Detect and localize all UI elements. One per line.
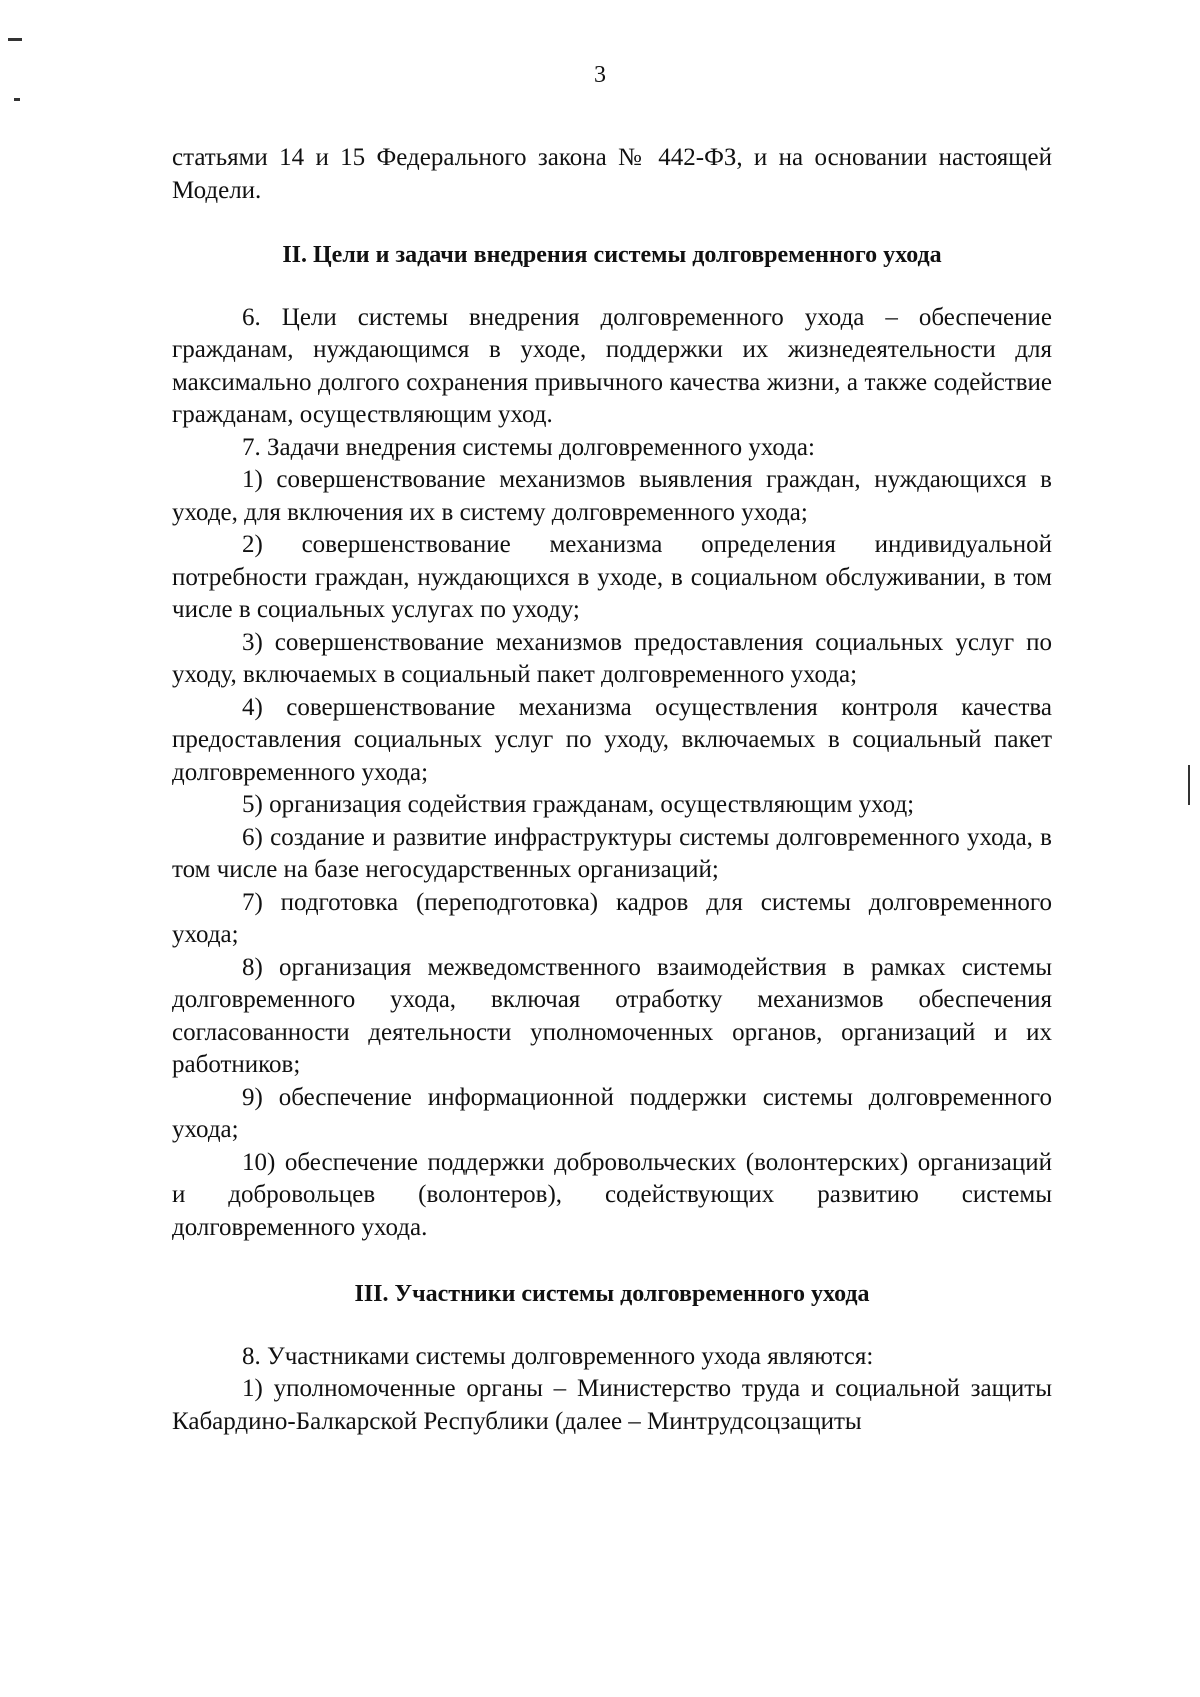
scan-mark-left-top [8,38,22,41]
scan-mark-right-edge [1188,765,1190,805]
task-item-2: 2) совершенствование механизма определения индивидуальной потребности граждан, нуждающихся в уходе, в социальном обслуживании, в том числе в социальных услугах по уходу; [172,531,1052,623]
task-item-10: 10) обеспечение поддержки добровольческих (волонтерских) организаций и добровольцев (волонтеров), содействующих развитию системы долговременного ухода. [172,1148,1052,1241]
task-item-3: 3) совершенствование механизмов предоставления социальных услуг по уходу, включаемых в социальный пакет долговременного ухода; [172,628,1052,688]
intro-paragraph: статьями 14 и 15 Федерального закона № 442-ФЗ, и на основании настоящей Модели. [172,144,1052,204]
task-item-6: 6) создание и развитие инфраструктуры системы долговременного ухода, в том числе на базе негосударственных организаций; [172,823,1052,883]
scan-mark-left-small [14,98,20,101]
section-heading-participants: III. Участники системы долговременного ухода [354,1281,870,1307]
section-heading-goals: II. Цели и задачи внедрения системы долговременного ухода [282,242,942,268]
task-item-4: 4) совершенствование механизма осуществления контроля качества предоставления социальных услуг по уходу, включаемых в социальный пакет долговременного ухода; [172,693,1052,786]
page-number: 3 [594,62,606,88]
task-item-8: 8) организация межведомственного взаимодействия в рамках системы долговременного ухода, включая отработку механизмов обеспечения согласованности деятельности уполномоченных органов, организаций и их работников; [172,953,1052,1078]
task-item-9: 9) обеспечение информационной поддержки системы долговременного ухода; [172,1083,1052,1143]
task-item-7: 7) подготовка (переподготовка) кадров для системы долговременного ухода; [172,888,1052,948]
task-item-1: 1) совершенствование механизмов выявления граждан, нуждающихся в уходе, для включения их в систему долговременного ухода; [172,466,1052,526]
participant-item-1: 1) уполномоченные органы – Министерство труда и социальной защиты Кабардино-Балкарской Республики (далее – Минтрудсоцзащиты [172,1375,1052,1435]
paragraph-6-goals: 6. Цели системы внедрения долговременного ухода – обеспечение гражданам, нуждающимся в уходе, поддержки их жизнедеятельности для максимально долгого сохранения привычного качества жизни, а также содействие гражданам, осуществляющим уход. [172,303,1052,428]
paragraph-8-participants: 8. Участниками системы долговременного ухода являются: [242,1342,874,1370]
document-body [172,142,1052,1438]
task-item-5: 5) организация содействия гражданам, осуществляющим уход; [242,791,915,818]
paragraph-7-tasks: 7. Задачи внедрения системы долговременного ухода: [242,433,815,461]
